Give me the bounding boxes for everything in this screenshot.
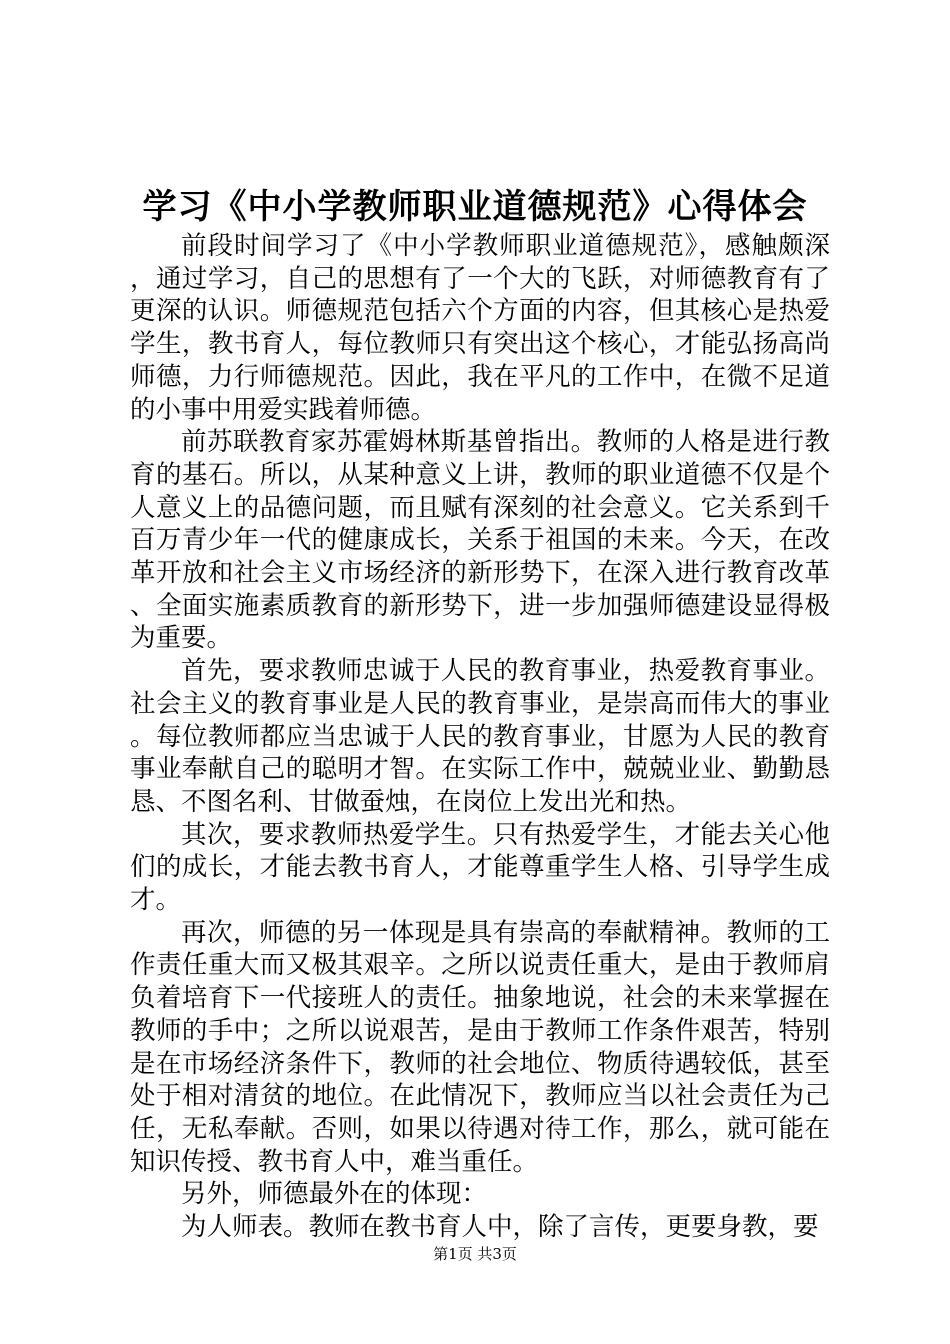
paragraph: 另外，师德最外在的体现：: [181, 1179, 488, 1210]
paragraph: 再次，师德的另一体现是具有崇高的奉献精神。教师的工作责任重大而又极其艰辛。之所以说责任重大，是由于教师肩负着培育下一代接班人的责任。抽象地说，社会的未来掌握在教师的手中；之所以说艰苦，是由于教师工作条件艰苦，特别是在市场经济条件下，教师的社会地位、物质待遇较低，甚至处于相对清贫的地位。在此情况下，教师应当以社会责任为己任，无私奉献。否则，如果以待遇对待工作，那么，就可能在知识传授、教书育人中，难当重任。: [130, 917, 830, 1177]
document-title: 学习《中小学教师职业道德规范》心得体会: [142, 187, 808, 227]
paragraph: 首先，要求教师忠诚于人民的教育事业，热爱教育事业。社会主义的教育事业是人民的教育事业，是崇高而伟大的事业。每位教师都应当忠诚于人民的教育事业，甘愿为人民的教育事业奉献自己的聪明才智。在实际工作中，兢兢业业、勤勤恳恳、不图名利、甘做蚕烛，在岗位上发出光和热。: [130, 656, 830, 817]
paragraph: 前段时间学习了《中小学教师职业道德规范》，感触颇深，通过学习，自己的思想有了一个大的飞跃，对师德教育有了更深的认识。师德规范包括六个方面的内容，但其核心是热爱学生，教书育人，每位教师只有突出这个核心，才能弘扬高尚师德，力行师德规范。因此，我在平凡的工作中，在微不足道的小事中用爱实践着师德。: [130, 231, 830, 425]
paragraph: 前苏联教育家苏霍姆林斯基曾指出。教师的人格是进行教育的基石。所以，从某种意义上讲，教师的职业道德不仅是个人意义上的品德问题，而且赋有深刻的社会意义。它关系到千百万青少年一代的健康成长，关系于祖国的未来。今天，在改革开放和社会主义市场经济的新形势下，在深入进行教育改革、全面实施素质教育的新形势下，进一步加强师德建设显得极为重要。: [130, 427, 830, 654]
document-body: [130, 230, 830, 1244]
paragraph: 为人师表。教师在教书育人中，除了言传，更要身教，要: [181, 1212, 819, 1243]
paragraph: 其次，要求教师热爱学生。只有热爱学生，才能去关心他们的成长，才能去教书育人，才能尊重学生人格、引导学生成才。: [130, 819, 830, 916]
page-number-footer: 第1页 共3页: [433, 1245, 517, 1263]
